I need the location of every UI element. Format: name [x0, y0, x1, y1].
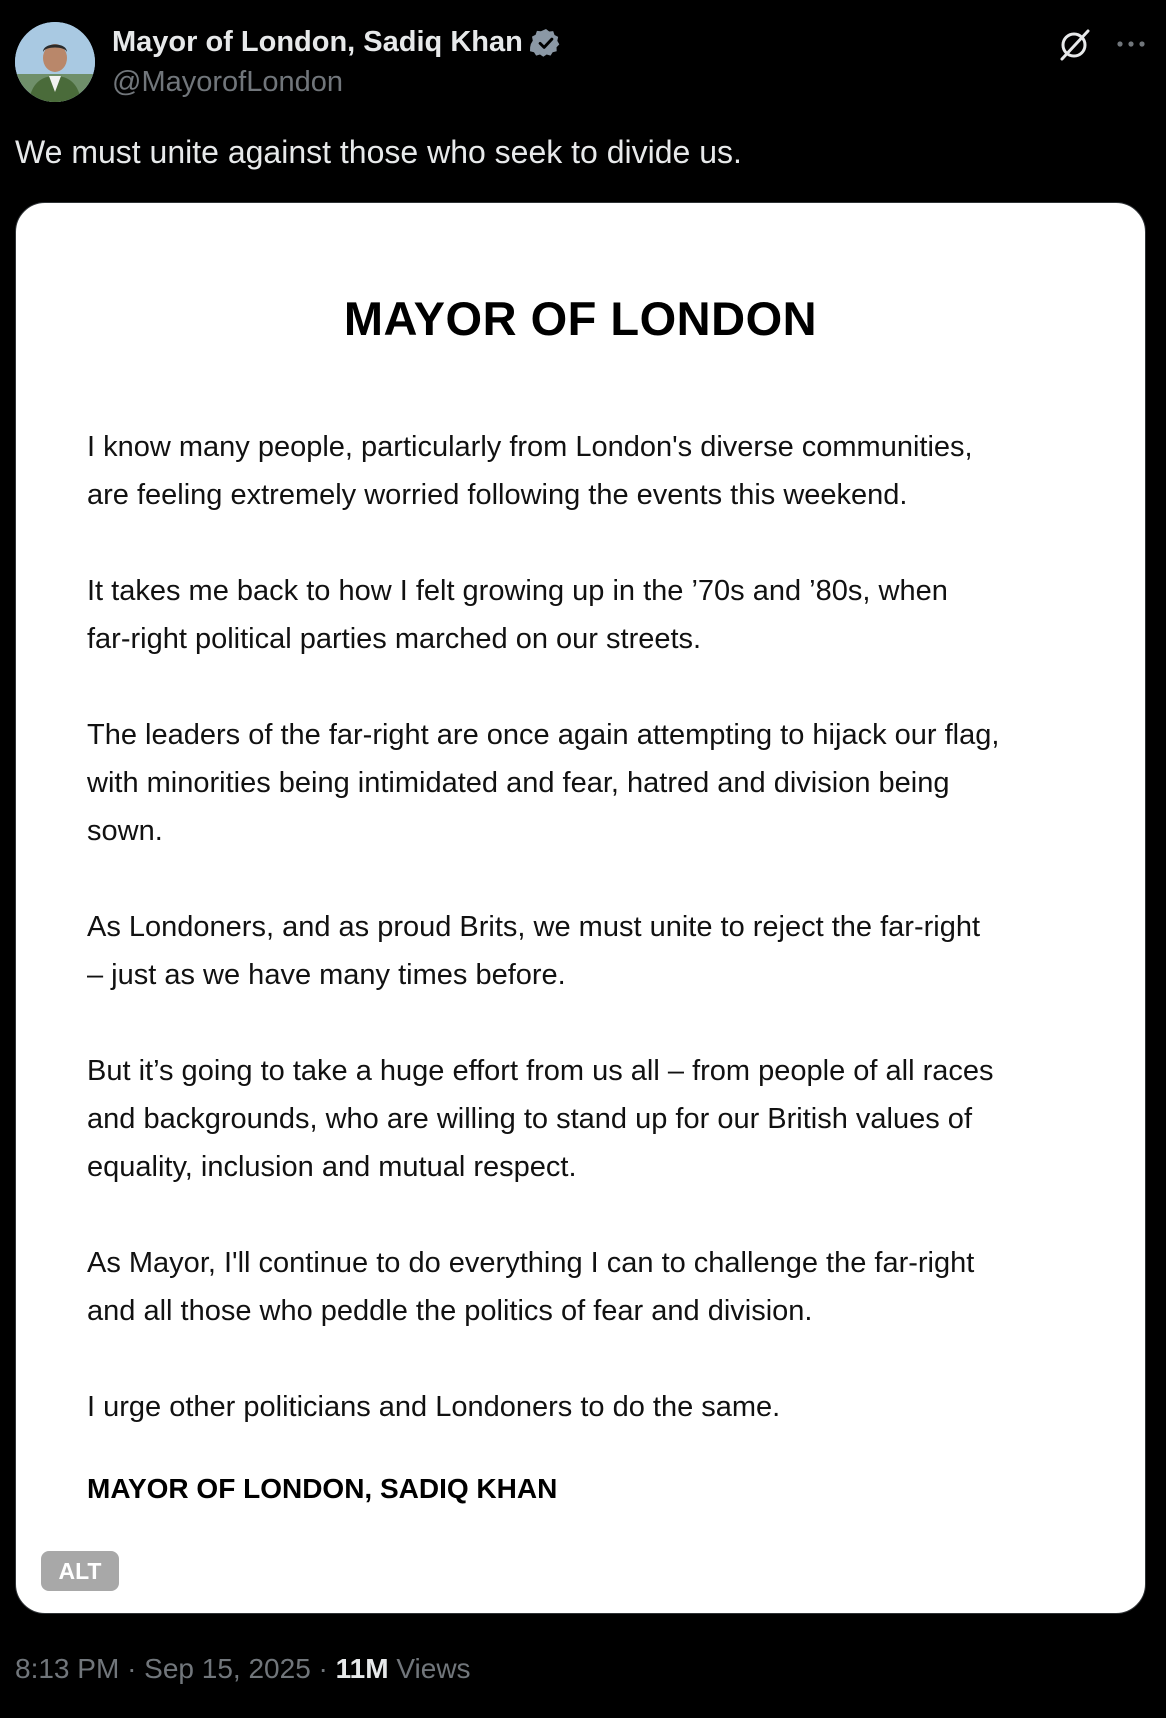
tweet-header	[15, 22, 1151, 102]
avatar[interactable]	[15, 22, 95, 102]
meta-separator: ·	[127, 1653, 137, 1684]
statement-signature: MAYOR OF LONDON, SADIQ KHAN	[87, 1473, 558, 1504]
author-name-row[interactable]	[112, 26, 562, 59]
meta-separator: ·	[318, 1653, 328, 1684]
tweet-text: We must unite against those who seek to divide us.	[15, 134, 742, 170]
tweet-media-image[interactable]	[15, 202, 1146, 1614]
statement-paragraph: As Mayor, I'll continue to do everything I can to challenge the far-right and all those who peddle the politics of fear and division.	[87, 1247, 975, 1327]
alt-text-button[interactable]: ALT	[41, 1551, 119, 1591]
statement-paragraph: I urge other politicians and Londoners to do the same.	[87, 1391, 781, 1423]
verified-badge-icon[interactable]	[530, 27, 562, 59]
author-handle[interactable]: @MayorofLondon	[112, 66, 343, 98]
statement-title: MAYOR OF LONDON	[343, 292, 818, 345]
tweet-time[interactable]: 8:13 PM	[15, 1653, 120, 1684]
views-label[interactable]: Views	[396, 1653, 471, 1684]
more-options-icon[interactable]	[1113, 26, 1149, 62]
statement-paragraph: The leaders of the far-right are once again attempting to hijack our flag, with minorities being intimidated and fear, hatred and division being sown.	[87, 719, 1000, 847]
statement-body	[87, 423, 1097, 1479]
tweet-date[interactable]: Sep 15, 2025	[144, 1653, 311, 1684]
statement-paragraph: I know many people, particularly from London's diverse communities, are feeling extremely worried following the events this weekend.	[87, 431, 973, 511]
tweet-meta	[15, 1653, 471, 1685]
statement-paragraph: It takes me back to how I felt growing up in the ’70s and ’80s, when far-right political parties marched on our streets.	[87, 575, 948, 655]
grok-icon[interactable]	[1057, 26, 1093, 62]
statement-paragraph: But it’s going to take a huge effort from us all – from people of all races and backgrounds, who are willing to stand up for our British values of equality, inclusion and mutual respect.	[87, 1055, 994, 1183]
author-name[interactable]: Mayor of London, Sadiq Khan	[112, 26, 523, 58]
views-count[interactable]: 11M	[335, 1653, 389, 1684]
statement-paragraph: As Londoners, and as proud Brits, we must unite to reject the far-right – just as we have many times before.	[87, 911, 981, 991]
